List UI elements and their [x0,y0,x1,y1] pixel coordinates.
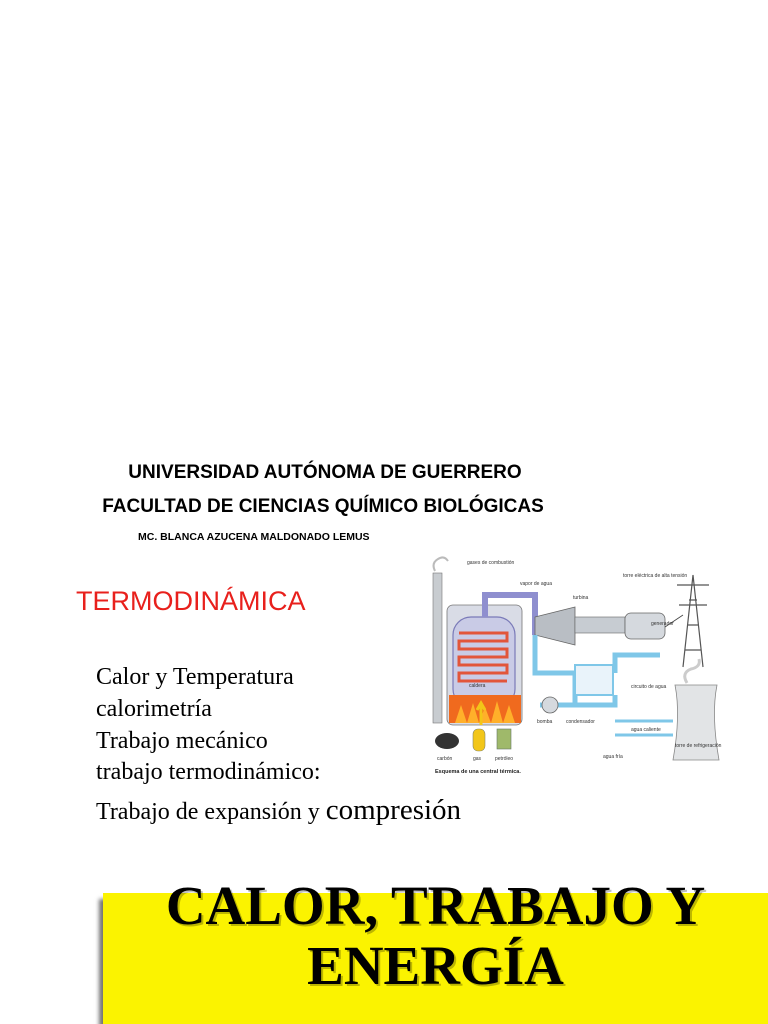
label-agua-caliente: agua caliente [631,727,661,733]
label-petroleo: petróleo [495,756,514,762]
topic-item: Calor y Temperatura [96,664,294,690]
topic-text: Trabajo de expansión y [96,799,320,825]
topic-item: trabajo termodinámico: [96,759,321,785]
electric-pylon [677,575,709,667]
label-condensador: condensador [566,719,595,725]
banner-line: ENERGÍA [307,935,564,996]
label-turbina: turbina [573,595,589,601]
topic-item [96,794,461,827]
diagram-caption: Esquema de una central térmica. [435,769,521,775]
label-caldera: caldera [469,683,486,689]
banner-line: CALOR, TRABAJO Y [165,875,706,936]
smoke [434,557,448,571]
subject-title: TERMODINÁMICA [76,586,306,616]
oil-drum [497,729,511,749]
boiler-drum [453,617,515,707]
label-torre-electrica: torre eléctrica de alta tensión [623,573,688,579]
coal-pile [435,733,459,749]
boiler-coil [459,633,507,681]
label-bomba: bomba [537,719,553,725]
vapor [685,659,700,683]
thermal-power-plant-diagram [425,555,753,780]
label-agua-fria: agua fría [603,754,623,760]
label-vapor: vapor de agua [520,581,552,587]
pump [542,697,558,713]
label-circuito: circuito de agua [631,684,667,690]
turbine [535,607,575,645]
label-torre-refrigeracion: torre de refrigeración [675,743,722,749]
topic-text-large: compresión [325,794,462,826]
chimney [433,573,442,723]
topic-item: Trabajo mecánico [96,728,268,754]
banner-title [103,876,768,996]
author-name: MC. BLANCA AZUCENA MALDONADO LEMUS [138,531,370,543]
university-name: UNIVERSIDAD AUTÓNOMA DE GUERRERO [128,462,522,483]
label-gas: gas [473,756,482,762]
label-generador: generador [651,621,674,627]
label-gases: gases de combustión [467,560,515,566]
condenser [575,665,613,695]
shaft [575,617,625,633]
topic-item: calorimetría [96,696,212,722]
label-carbon: carbón [437,756,453,762]
gas-tank [473,729,485,751]
faculty-name: FACULTAD DE CIENCIAS QUÍMICO BIOLÓGICAS [102,496,544,517]
